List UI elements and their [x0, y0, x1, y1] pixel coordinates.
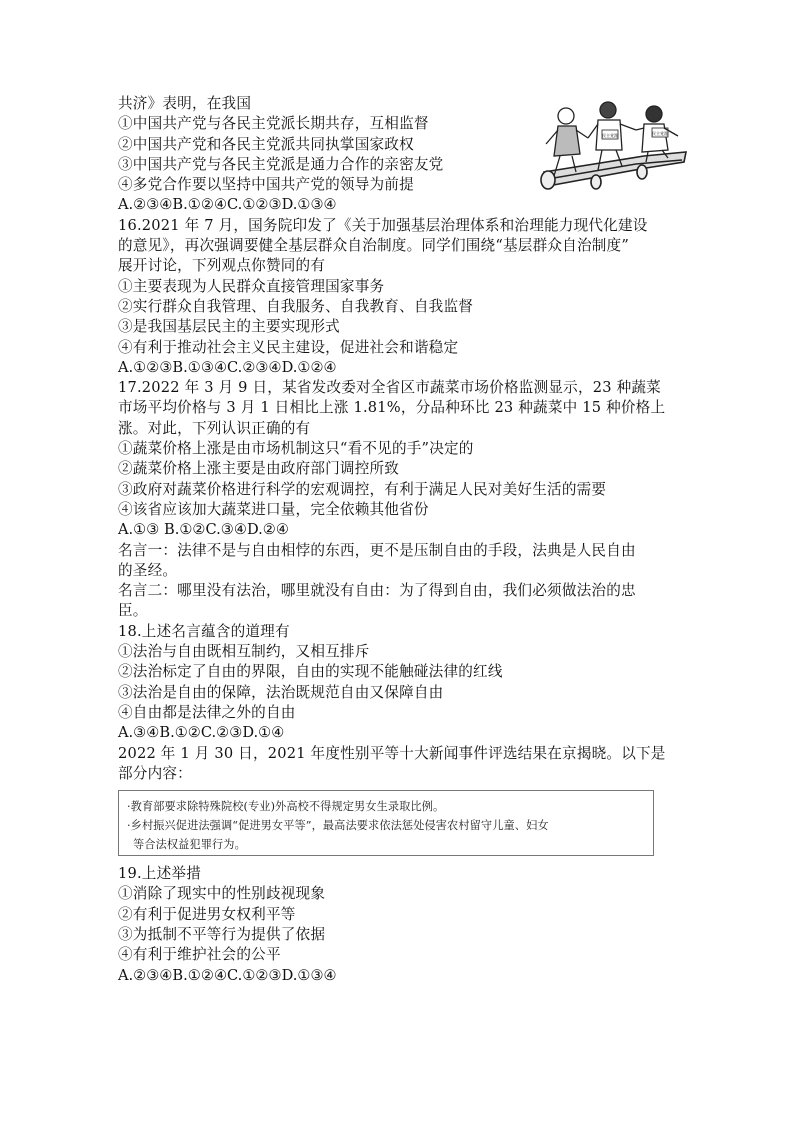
q17-stem-line-2: 市场平均价格与 3 月 1 日相比上涨 1.81%，分品种环比 23 种蔬菜中 15 种价格上 [118, 399, 666, 417]
quote-2-line-1: 名言二：哪里没有法治，哪里就没有自由：为了得到自由，我们必须做法治的忠 [118, 582, 636, 600]
q16-item-3: ③是我国基层民主的主要实现形式 [118, 318, 340, 336]
q16-item-2: ②实行群众自我管理、自我服务、自我教育、自我监督 [118, 297, 474, 315]
q15-item-2: ②中国共产党和各民主党派共同执掌国家政权 [118, 135, 414, 153]
q17-item-4: ④该省应该加大蔬菜进口量，完全依赖其他省份 [118, 500, 429, 518]
news-excerpt-box [118, 790, 654, 856]
q18-item-3: ③法治是自由的保障，法治既规范自由又保障自由 [118, 683, 444, 701]
q19-item-4: ④有利于维护社会的公平 [118, 946, 281, 964]
q16-stem-line-3: 展开讨论，下列观点你赞同的有 [118, 257, 326, 275]
q19-answer-options: A.②③④B.①②④C.①②③D.①③④ [118, 966, 337, 984]
q19-item-1: ①消除了现实中的性别歧视现象 [118, 885, 326, 903]
q17-item-2: ②蔬菜价格上涨主要是由政府部门调控所致 [118, 460, 400, 478]
cartoon-label-1: 民主党派 [602, 133, 618, 138]
q17-stem-line-1: 17.2022 年 3 月 9 日，某省发改委对全省区市蔬菜市场价格监测显示，23 种蔬菜 [118, 379, 661, 397]
news-intro-line-1: 2022 年 1 月 30 日，2021 年度性别平等十大新闻事件评选结果在京揭晓。以下是 [118, 744, 666, 762]
q16-item-4: ④有利于推动社会主义民主建设，促进社会和谐稳定 [118, 338, 459, 356]
q15-item-1: ①中国共产党与各民主党派长期共存，互相监督 [118, 115, 429, 133]
cartoon-label-2: 民主党派 [652, 131, 668, 136]
q18-answer-options: A.③④B.①②C.②③D.①④ [118, 724, 285, 742]
q17-item-3: ③政府对蔬菜价格进行科学的宏观调控，有利于满足人民对美好生活的需要 [118, 480, 607, 498]
q15-answer-options: A.②③④B.①②④C.①②③D.①③④ [118, 196, 337, 214]
q18-stem: 18.上述名言蕴含的道理有 [118, 622, 290, 640]
q19-stem: 19.上述举措 [118, 865, 201, 883]
q18-item-2: ②法治标定了自由的界限，自由的实现不能触碰法律的红线 [118, 663, 503, 681]
news-intro-line-2: 部分内容： [118, 764, 192, 782]
q17-stem-line-3: 涨。对此，下列认识正确的有 [118, 419, 311, 437]
q16-answer-options: A.①②③B.①③④C.②③④D.①②④ [118, 358, 337, 376]
document-page [118, 94, 678, 986]
q17-answer-options: A.①③ B.①②C.③④D.②④ [118, 521, 289, 539]
quote-1-line-1: 名言一：法律不是与自由相悖的东西，更不是压制自由的手段，法典是人民自由 [118, 541, 636, 559]
q16-item-1: ①主要表现为人民群众直接管理国家事务 [118, 277, 385, 295]
quote-1-line-2: 的圣经。 [118, 561, 178, 579]
q18-item-1: ①法治与自由既相互制约，又相互排斥 [118, 643, 370, 661]
q15-item-4: ④多党合作要以坚持中国共产党的领导为前提 [118, 176, 414, 194]
news-box-line-2: ·乡村振兴促进法强调“促进男女平等”，最高法要求依法惩处侵害农村留守儿童、妇女 [127, 819, 549, 833]
news-box-line-3: 等合法权益犯罪行为。 [133, 838, 246, 852]
q19-item-3: ③为抵制不平等行为提供了依据 [118, 925, 326, 943]
q16-stem-line-1: 16.2021 年 7 月，国务院印发了《关于加强基层治理体系和治理能力现代化建设 [118, 216, 648, 234]
news-box-line-1: ·教育部要求除特殊院校(专业)外高校不得规定男女生录取比例。 [127, 800, 445, 814]
q16-stem-line-2: 的意见》，再次强调要健全基层群众自治制度。同学们围绕“基层群众自治制度” [118, 237, 630, 255]
q17-item-1: ①蔬菜价格上涨是由市场机制这只“看不见的手”决定的 [118, 440, 474, 458]
q18-item-4: ④自由都是法律之外的自由 [118, 703, 296, 721]
q19-item-2: ②有利于促进男女权利平等 [118, 905, 296, 923]
quote-2-line-2: 臣。 [118, 602, 148, 620]
q15-item-3: ③中国共产党与各民主党派是通力合作的亲密友党 [118, 155, 444, 173]
q15-intro: 共济》表明，在我国 [118, 95, 252, 112]
